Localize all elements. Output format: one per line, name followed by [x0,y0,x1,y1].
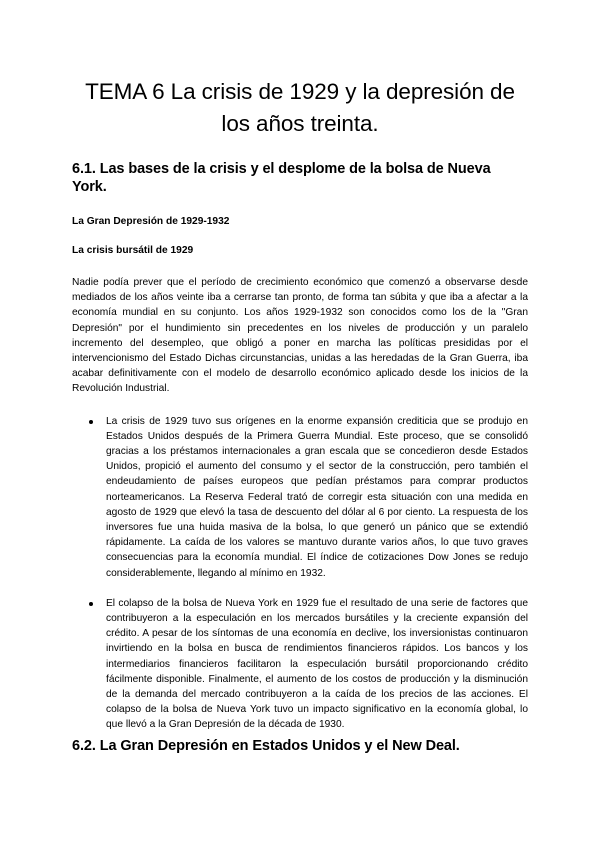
bullet-item-collapse [72,596,528,733]
bullet-text: El colapso de la bolsa de Nueva York en 1929 fue el resultado de una serie de factores que contribuyeron a la especulación en los mercados bursátiles y la creciente expansión del crédito. A pesar de los síntomas de una economía en declive, los inversionistas continuaron invirtiendo en la bolsa en busca de rendimientos financieros rápidos. Los bancos y los intermediarios financieros facilitaron la especulación bursátil proporcionando crédito fácilmente disponible. Finalmente, el aumento de los costos de producción y la disminución de la demanda del mercado contribuyeron a la caída de los precios de las acciones. El colapso de la bolsa de Nueva York tuvo un impacto significativo en la economía global, lo que llevó a la Gran Depresión de la década de 1930. [106,597,528,731]
bullet-dot-icon [89,602,93,606]
bullet-dot-icon [89,420,93,424]
document-title: TEMA 6 La crisis de 1929 y la depresión de los años treinta. [85,79,515,136]
subheading-crisis-bursatil: La crisis bursátil de 1929 [72,245,194,256]
section-heading-6-2: 6.2. La Gran Depresión en Estados Unidos y el New Deal. [72,738,460,754]
bullet-item-origins [72,414,528,581]
subheading-gran-depresion: La Gran Depresión de 1929-1932 [72,216,230,227]
section-heading-6-1: 6.1. Las bases de la crisis y el desplome de la bolsa de Nueva York. [72,161,491,195]
bullet-text: La crisis de 1929 tuvo sus orígenes en la enorme expansión crediticia que se produjo en Estados Unidos después de la Primera Guerra Mundial. Este proceso, que se consolidó gracias a los préstamos internacionales a gran escala que se concedieron desde Estados Unidos, propició el aumento del consumo y el sector de la construcción, pero también el endeudamiento de países europeos que pedían préstamos para comprar productos norteamericanos. La Reserva Federal trató de corregir esta situación con una medida en agosto de 1929 que elevó la tasa de descuento del dólar al 6 por ciento. La respuesta de los inversores fue una huida masiva de la bolsa, lo que generó un pánico que se extendió rápidamente. La caída de los valores se mantuvo durante varios años, lo que tuvo graves consecuencias para la economía mundial. El índice de cotizaciones Dow Jones se redujo considerablemente, llegando al mínimo en 1932. [106,415,528,579]
bullet-list [72,414,528,733]
intro-paragraph: Nadie podía prever que el período de crecimiento económico que comenzó a observarse desde mediados de los años veinte iba a cerrarse tan pronto, de forma tan súbita y que iba a afectar a la economía mundial en su conjunto. Los años 1929-1932 son conocidos como los de la "Gran Depresión" por el hundimiento sin precedentes en los niveles de producción y un paralelo incremento del desempleo, que obligó a poner en marcha las políticas presididas por el intervencionismo del Estado Dichas circunstancias, unidas a las heredadas de la Gran Guerra, iba acabar definitivamente con el modelo de desarrollo económico aplicado desde los inicios de la Revolución Industrial. [72,277,528,395]
